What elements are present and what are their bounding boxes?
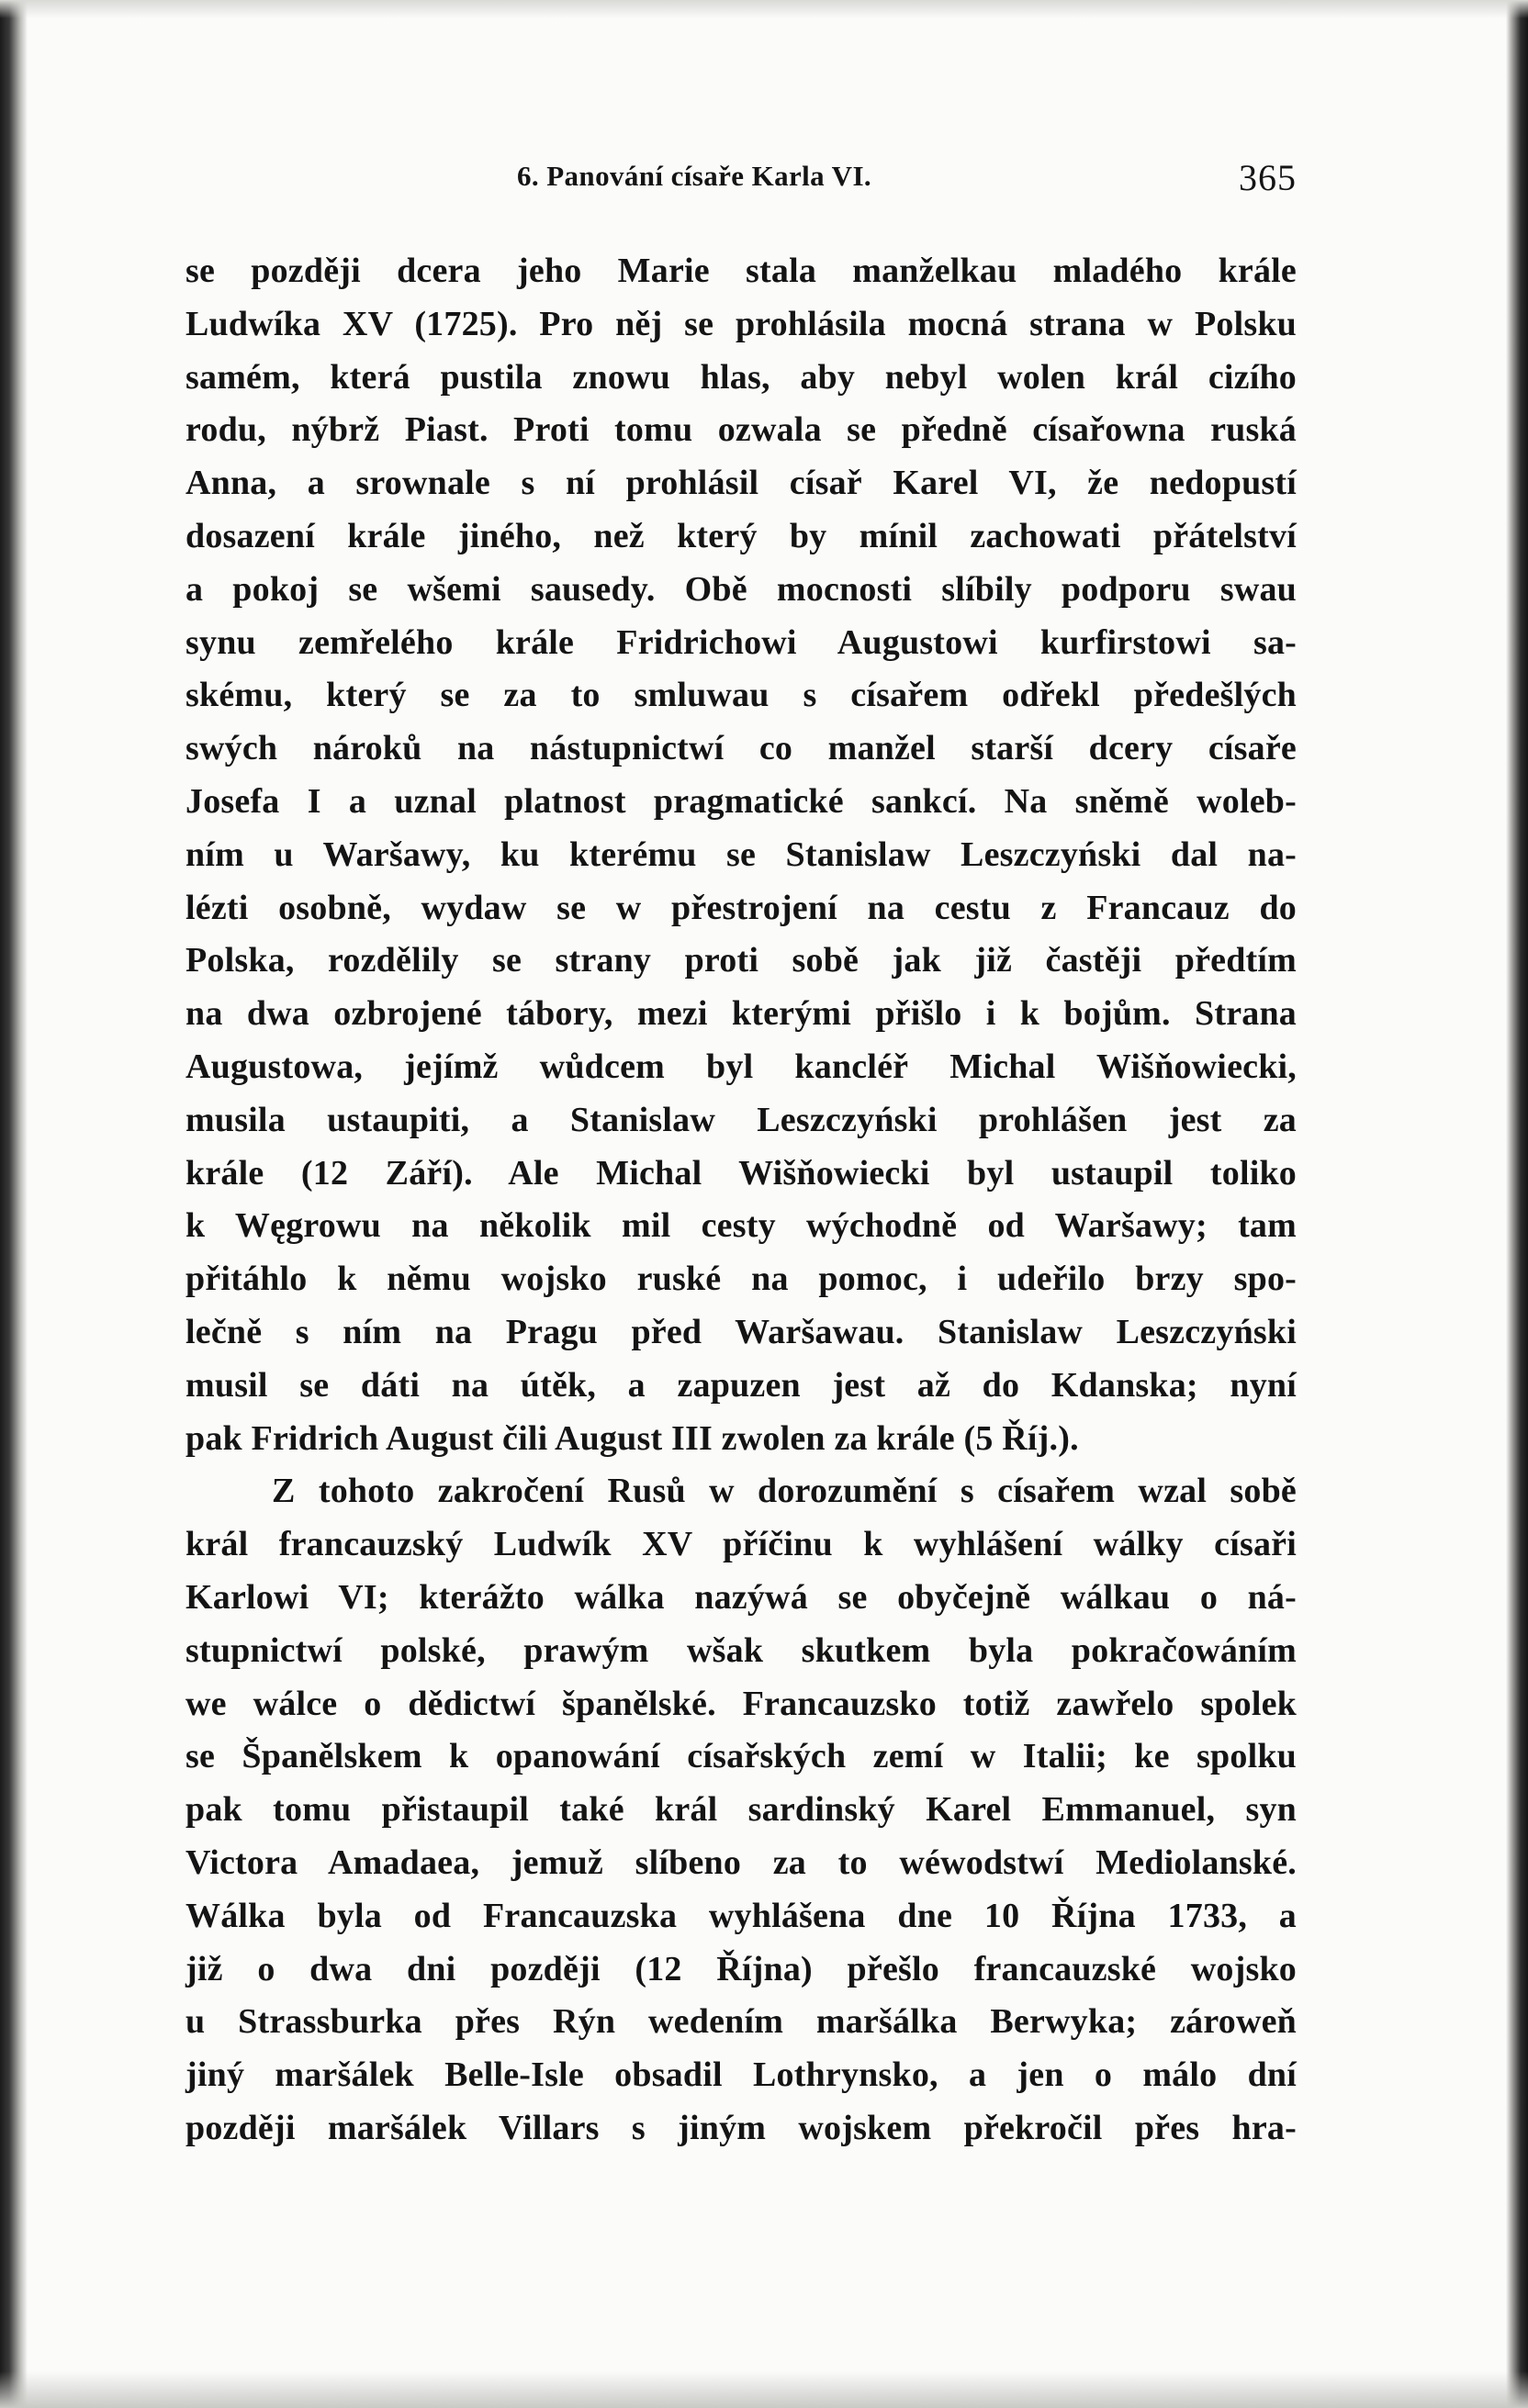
text-line: později maršálek Villars s jiným wojskem překročil přes hra- [185,2108,1297,2147]
text-line: we wálce o dědictwí španělské. Francauzsko totiž zawřelo spolek [185,1684,1297,1723]
text-line: král francauzský Ludwík XV příčinu k wyhlášení wálky císaři [185,1525,1297,1564]
running-title: 6. Panování císaře Karla VI. [517,160,872,192]
text-line: samém, která pustila znowu hlas, aby nebyl wolen král cizího [185,357,1297,397]
text-line: Wálka byla od Francauzska wyhlášena dne 10 Října 1733, a [185,1896,1297,1935]
text-line: na dwa ozbrojené tábory, mezi kterými přišlo i k bojům. Strana [185,994,1297,1034]
text-line: Anna, a srownale s ní prohlásil císař Karel VI, že nedopustí [185,464,1297,503]
book-page [185,156,1297,2147]
text-line: musil se dáti na útěk, a zapuzen jest až do Kdanska; nyní [185,1365,1297,1405]
text-line: jiný maršálek Belle-Isle obsadil Lothrynsko, a jen o málo dní [185,2055,1297,2095]
text-line: k Węgrowu na několik mil cesty wýchodně od Waršawy; tam [185,1206,1297,1246]
text-line: lečně s ním na Pragu před Waršawau. Stanislaw Leszczyński [185,1312,1297,1351]
left-page-edge-shadow [0,0,28,2408]
text-line: lézti osobně, wydaw se w přestrojení na cestu z Francauz do [185,888,1297,927]
text-line: ním u Waršawy, ku kterému se Stanislaw Leszczyński dal na- [185,834,1297,874]
text-line: swých nároků na nástupnictwí co manžel starší dcery císaře [185,729,1297,768]
text-line: již o dwa dni později (12 Října) přešlo francauzské wojsko [185,1949,1297,1988]
page-number: 365 [1239,157,1297,198]
text-line: pak tomu přistaupil také král sardinský Karel Emmanuel, syn [185,1790,1297,1830]
text-line: musila ustaupiti, a Stanislaw Leszczyński prohlášen jest za [185,1100,1297,1139]
page-header [185,156,1297,204]
body-text [185,245,1297,2156]
text-line: Josefa I a uznal platnost pragmatické sankcí. Na sněmě woleb- [185,781,1297,821]
text-line: Karlowi VI; kterážto wálka nazýwá se obyčejně wálkau o ná- [185,1577,1297,1617]
text-line: Augustowa, jejímž wůdcem byl kancléř Michal Wišňowiecki, [185,1047,1297,1086]
text-line: a pokoj se wšemi sausedy. Obě mocnosti slíbily podporu swau [185,569,1297,609]
text-line: přitáhlo k němu wojsko ruské na pomoc, i udeřilo brzy spo- [185,1260,1297,1299]
text-line: Victora Amadaea, jemuž slíbeno za to wéwodstwí Mediolanské. [185,1842,1297,1882]
text-line: synu zemřelého krále Fridrichowi Augustowi kurfirstowi sa- [185,622,1297,662]
text-line: se později dcera jeho Marie stala manželkau mladého krále [185,252,1297,290]
right-page-edge-shadow [1506,0,1528,2408]
text-line: se Španělskem k opanowání císařských zemí w Italii; ke spolku [185,1737,1297,1776]
text-line: dosazení krále jiného, než který by mínil zachowati přátelství [185,516,1297,555]
text-line: Ludwíka XV (1725). Pro něj se prohlásila mocná strana w Polsku [185,304,1297,343]
paragraph-first-line: Z tohoto zakročení Rusů w dorozumění s císařem wzal sobě [272,1472,1297,1511]
top-page-edge-shadow [0,0,1528,18]
bottom-page-edge-shadow [0,2371,1528,2408]
text-line: u Strassburka přes Rýn wedením maršálka Berwyka; zároweň [185,2002,1297,2042]
text-line: stupnictwí polské, prawým wšak skutkem byla pokračowáním [185,1630,1297,1670]
paragraph-end-line: pak Fridrich August čili August III zwolen za krále (5 Říj.). [185,1418,1079,1458]
text-line: Polska, rozdělily se strany proti sobě jak již častěji předtím [185,941,1297,980]
text-line: krále (12 Září). Ale Michal Wišňowiecki byl ustaupil toliko [185,1153,1297,1193]
text-line: rodu, nýbrž Piast. Proti tomu ozwala se předně císařowna ruská [185,410,1297,450]
text-line: skému, který se za to smluwau s císařem odřekl předešlých [185,676,1297,715]
